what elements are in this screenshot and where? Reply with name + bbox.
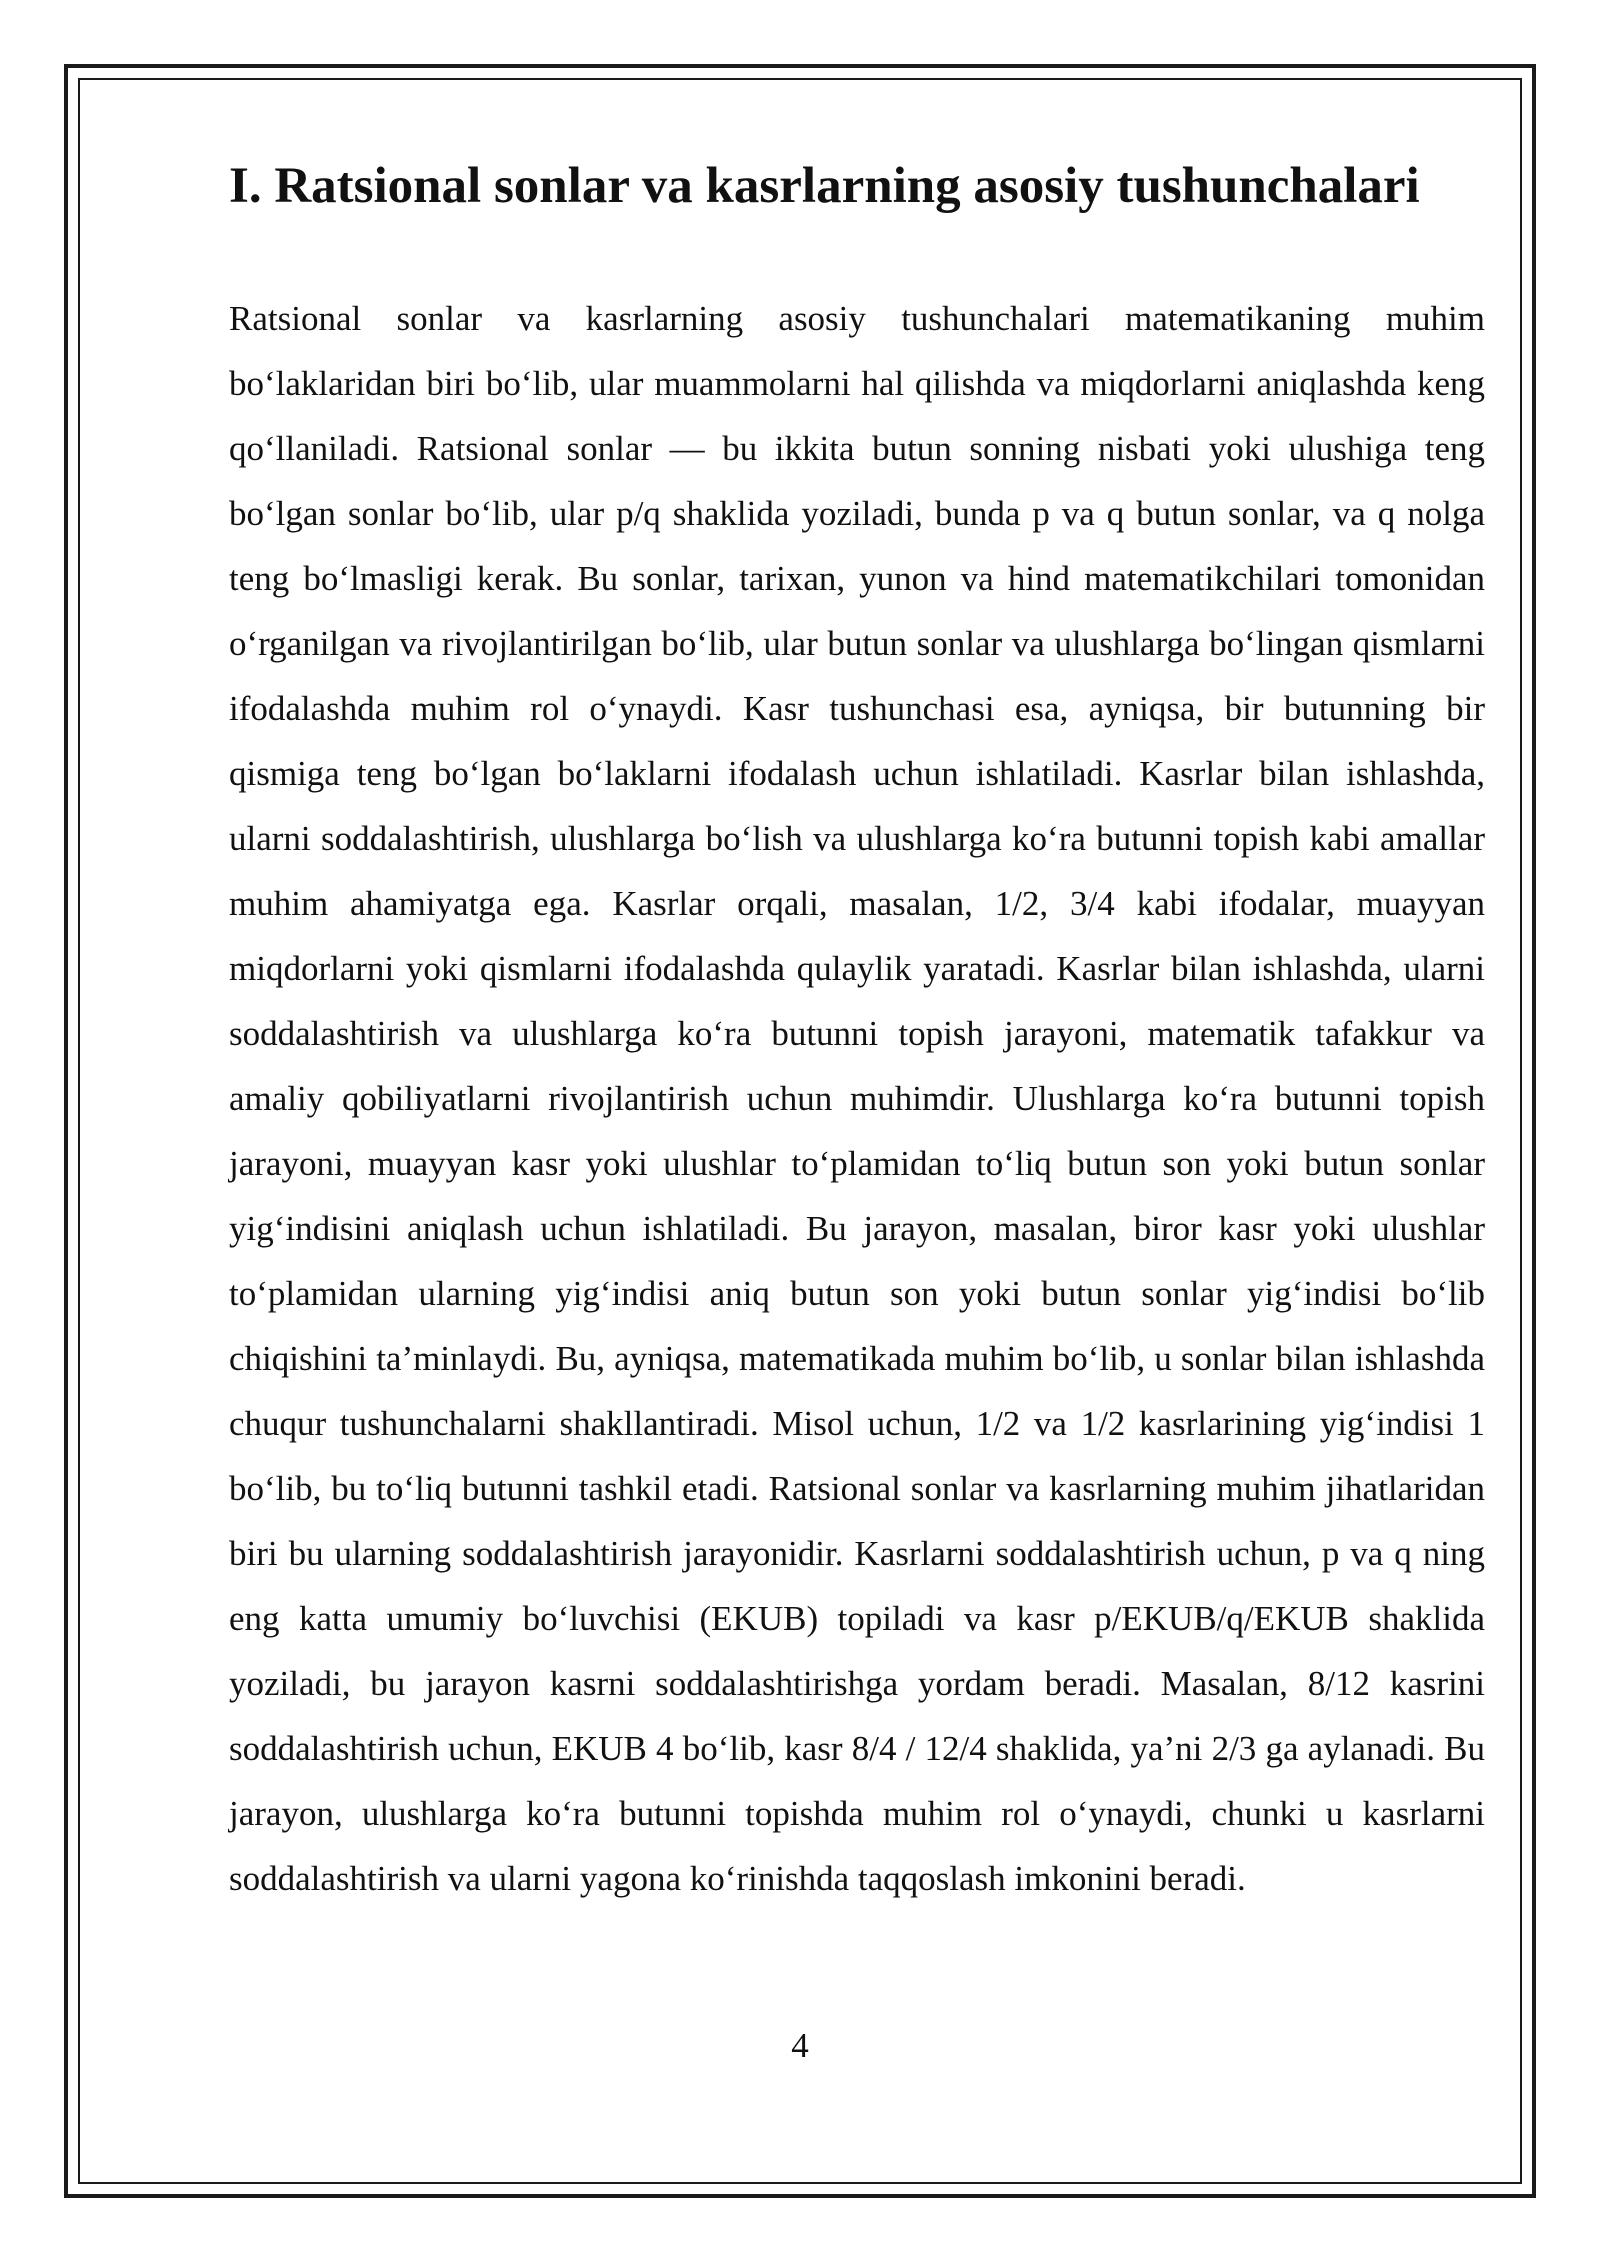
page-content (229, 150, 1485, 1911)
page-title: I. Ratsional sonlar va kasrlarning asosiy tushunchalari (229, 158, 1420, 214)
page-number: 4 (791, 2026, 809, 2065)
body-paragraph: Ratsional sonlar va kasrlarning asosiy tushunchalari matematikaning muhim bo‘laklaridan biri bo‘lib, ular muammolarni hal qilishda va miqdorlarni aniqlashda keng qo‘llaniladi. Ratsional sonlar — bu ikkita butun sonning nisbati yoki ulushiga teng bo‘lgan sonlar bo‘lib, ular p/q shaklida yoziladi, bunda p va q butun sonlar, va q nolga teng bo‘lmasligi kerak. Bu sonlar, tarixan, yunon va hind matematikchilari tomonidan o‘rganilgan va rivojlantirilgan bo‘lib, ular butun sonlar va ulushlarga bo‘lingan qismlarni ifodalashda muhim rol o‘ynaydi. Kasr tushunchasi esa, ayniqsa, bir butunning bir qismiga teng bo‘lgan bo‘laklarni ifodalash uchun ishlatiladi. Kasrlar bilan ishlashda, ularni soddalashtirish, ulushlarga bo‘lish va ulushlarga ko‘ra butunni topish kabi amallar muhim ahamiyatga ega. Kasrlar orqali, masalan, 1/2, 3/4 kabi ifodalar, muayyan miqdorlarni yoki qismlarni ifodalashda qulaylik yaratadi. Kasrlar bilan ishlashda, ularni soddalashtirish va ulushlarga ko‘ra butunni topish jarayoni, matematik tafakkur va amaliy qobiliyatlarni rivojlantirish uchun muhimdir. Ulushlarga ko‘ra butunni topish jarayoni, muayyan kasr yoki ulushlar to‘plamidan to‘liq butun son yoki butun sonlar yig‘indisini aniqlash uchun ishlatiladi. Bu jarayon, masalan, biror kasr yoki ulushlar to‘plamidan ularning yig‘indisi aniq butun son yoki butun sonlar yig‘indisi bo‘lib chiqishini ta’minlaydi. Bu, ayniqsa, matematikada muhim bo‘lib, u sonlar bilan ishlashda chuqur tushunchalarni shakllantiradi. Misol uchun, 1/2 va 1/2 kasrlarining yig‘indisi 1 bo‘lib, bu to‘liq butunni tashkil etadi. Ratsional sonlar va kasrlarning muhim jihatlaridan biri bu ularning soddalashtirish jarayonidir. Kasrlarni soddalashtirish uchun, p va q ning eng katta umumiy bo‘luvchisi (EKUB) topiladi va kasr p/EKUB/q/EKUB shaklida yoziladi, bu jarayon kasrni soddalashtirishga yordam beradi. Masalan, 8/12 kasrini soddalashtirish uchun, EKUB 4 bo‘lib, kasr 8/4 / 12/4 shaklida, ya’ni 2/3 ga aylanadi. Bu jarayon, ulushlarga ko‘ra butunni topishda muhim rol o‘ynaydi, chunki u kasrlarni soddalashtirish va ularni yagona ko‘rinishda taqqoslash imkonini beradi. (229, 299, 1485, 1898)
